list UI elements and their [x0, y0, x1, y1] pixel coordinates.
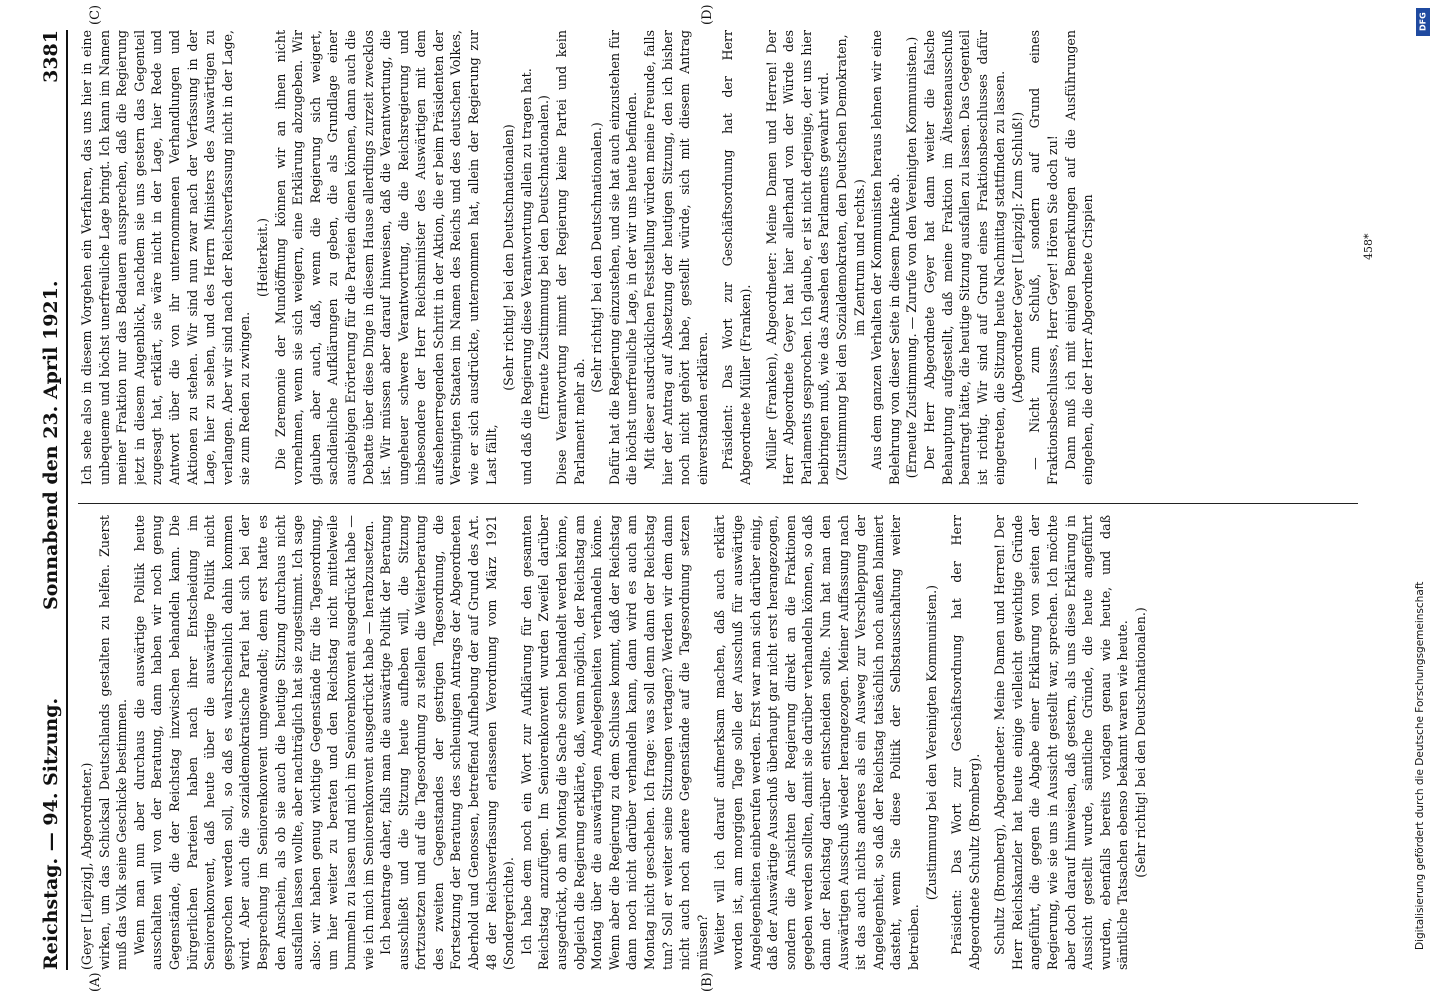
digitization-credit — [1410, 10, 1432, 990]
column-divider — [78, 503, 1358, 504]
right-column — [78, 30, 1358, 485]
page-header — [38, 30, 68, 970]
paragraph: Diese Verantwortung nimmt der Regierung keine Partei und kein Parlament mehr ab. — [554, 30, 587, 485]
paragraph: Dann muß ich mit einigen Bemerkungen auf die Ausführungen eingehen, die der Herr Abgeordnete Crispien — [1062, 30, 1096, 485]
margin-mark-a: (A) — [88, 972, 103, 992]
paragraph: Dafür hat die Regierung einzustehen, und sie hat auch einzustehen für die höchst unerfreuliche Lage, in der wir uns heute befinden. — [606, 30, 640, 485]
interjection: (Sehr richtig! bei den Deutschnationalen.) — [589, 122, 605, 393]
header-left: Reichstag. — 94. Sitzung. — [40, 697, 62, 970]
credit-text: Digitalisierung gefördert durch die Deutsche Forschungsgemeinschaft — [1414, 581, 1426, 950]
interjection: (Zustimmung bei den Vereinigten Kommunisten.) — [923, 584, 939, 901]
president-remark: Präsident: Das Wort zur Geschäftsordnung hat der Herr Abgeordnete Müller (Franken). — [720, 30, 753, 485]
interjection: (Sehr richtig! bei den Deutschnationalen.) — [1133, 607, 1149, 878]
page-number: 3381 — [40, 30, 62, 83]
paragraph: Ich beantrage daher, falls man die auswärtige Politik der Beratung ausschließt und die Sitzung heute aufheben will, die Sitzung fortzusetzen und auf die Tagesordnung zu stellen die Weiterberatung des zweiten Gegenstandes der gestrigen Tagesordnung, die Fortsetzung der Beratung des schleunigen Antrags der Abgeordneten Aberhold und Genossen, betreffend Aufhebung der auf Grund des Art. 48 der Reichsverfassung erlassenen Verordnung vom März 1921 (Sondergerichte). — [378, 515, 517, 970]
paragraph: Mit dieser ausdrücklichen Feststellung würden meine Freunde, falls hier der Antrag auf Absetzung der heutigen Sitzung, den ich bisher noch nicht gehört habe, gestellt würde, sich mit diesem Antrag einverstanden erklären. — [642, 30, 710, 485]
interjection: (Erneute Zustimmung bei den Deutschnationalen.) — [536, 95, 552, 420]
paragraph: Die Zeremonie der Mundöffnung können wir an ihnen nicht vornehmen, wenn sie sich weigern, eine Erklärung abzugeben. Wir glauben aber auch, daß, wenn die Regierung sich weigert, sachdienliche Aufklärungen zu geben, die als Grundlage einer ausgiebigen Erörterung für die Parteien dienen können, dann auch die Debatte über diese Dinge in diesem Hause allerdings zurzeit zwecklos ist. Wir müssen aber darauf hinweisen, daß die Verantwortung, die ungeheuer schwere Verantwortung, die die Reichsregierung und insbesondere der Herr Reichsminister des Auswärtigen mit dem aufsehenerregenden Schritt in der Aktion, die er beim Präsidenten der Vereinigten Staaten im Namen des Reichs und des deutschen Volkes, wie er sich ausdrückte, unternommen hat, allein der Regierung zur Last fällt, — [272, 30, 499, 485]
paragraph: Der Herr Abgeordnete Geyer hat dann weiter die falsche Behauptung aufgestellt, daß meine Fraktion im Ältestenausschuß beantragt hätte, die heutige Sitzung ausfallen zu lassen. Das Gegenteil ist richtig. Wir sind auf Grund eines Fraktionsbeschlusses dafür eingetreten, die Sitzung heute Nachmittag stattfinden zu lassen. — [921, 30, 1008, 485]
interjection: (Sehr richtig! bei den Deutschnationalen) — [501, 124, 517, 391]
speech-schultz: Schultz (Bromberg), Abgeordneter: Meine Damen und Herren! Der Herr Reichskanzler hat heute einige vielleicht gewichtige Gründe angeführt, die gegen die Abgabe einer Erklärung von seiten der Regierung, wie sie uns in Aussicht gestellt war, sprechen. Ich möchte aber doch darauf hinweisen, daß gestern, als uns diese Erklärung in Aussicht gestellt wurde, sämtliche Gründe, die heute angeführt wurden, ebenfalls bereits vorlagen genau wie heute, und daß sämtliche Tatsachen ebenso bekannt waren wie heute. — [992, 515, 1131, 970]
paragraph: — Nicht zum Schluß, sondern auf Grund eines Fraktionsbeschlusses, Herr Geyer! Hören Sie doch zu! — [1027, 30, 1061, 485]
speech-mueller: Müller (Franken), Abgeordneter: Meine Damen und Herren! Der Herr Abgeordnete Geyer hat hier allerhand von der Würde des Parlaments gesprochen. Ich glaube, er ist nicht derjenige, der uns hier beibringen muß, wie das Ansehen des Parlaments gewahrt wird. — [763, 30, 832, 485]
signature-number: 458* — [1362, 233, 1375, 260]
president-remark: Präsident: Das Wort zur Geschäftsordnung hat der Herr Abgeordnete Schultz (Bromberg). — [949, 515, 982, 970]
left-column — [78, 515, 1358, 970]
paragraph: Aus dem ganzen Verhalten der Kommunisten heraus lehnen wir eine Belehrung von dieser Seite in diesem Punkte ab. — [869, 30, 902, 485]
interjection: (Zustimmung bei den Sozialdemokraten, den Deutschen Demokraten, im Zentrum und rechts.) — [833, 34, 867, 481]
interjection: (Heiterkeit.) — [254, 218, 270, 297]
interjection: (Abgeordneter Geyer [Leipzig]: Zum Schluß!) — [1009, 111, 1025, 404]
paragraph: Ich habe dem noch ein Wort zur Aufklärung für den gesamten Reichstag anzufügen. Im Seniorenkonvent wurden Zweifel darüber ausgedrückt, ob am Montag die Sache schon behandelt werden könne, obgleich die Regierung erklärte, daß, wenn möglich, der Reichstag am Montag über die auswärtigen Angelegenheiten verhandeln könne. Wenn aber die Regierung zu dem Schlusse kommt, daß der Reichstag dann noch nicht darüber verhandeln kann, dann wird es auch am Montag nicht geschehen. Ich frage: was soll denn dann der Reichstag tun? Soll er weiter seine Sitzungen vertagen? Werden wir dem dann nicht auch noch andere Gegenstände auf die Tagesordnung setzen müssen? — [518, 515, 710, 970]
margin-mark-b: (B) — [700, 972, 715, 992]
paragraph: Weiter will ich darauf aufmerksam machen, daß auch erklärt worden ist, am morgigen Tage solle der Ausschuß für auswärtige Angelegenheiten einberufen werden. Erst war man sich darüber einig, daß der Auswärtige Ausschuß überhaupt gar nicht erst herangezogen, sondern die Ansichten der Regierung direkt an die Fraktionen gegeben werden sollten, damit sie darüber verhandeln können, so daß dann der Reichstag darüber entscheiden sollte. Nun hat man den Auswärtigen Ausschuß wieder herangezogen. Meiner Auffassung nach ist das auch nichts anderes als ein Ausweg zur Verschleppung der Angelegenheit, so daß der Reichstag tatsächlich noch außen blamiert dasteht, wenn Sie diese Politik der Selbstausschaltung weiter betreiben. — [712, 515, 921, 970]
paragraph: Ich sehe also in diesem Vorgehen ein Verfahren, das uns hier in eine unbequeme und höchst unerfreuliche Lage bringt. Ich kann im Namen meiner Fraktion nur das Bedauern aussprechen, daß die Regierung jetzt in diesem Augenblick, nachdem sie uns gestern das Gegenteil zugesagt hat, erklärt, sie wäre nicht in der Lage, hier Rede und Antwort über die von ihr unternommenen Verhandlungen und Aktionen zu stehen. Wir sind nun zwar nach der Verfassung in der Lage, hier zu sehen, und des Herrn Ministers des Auswärtigen zu verlangen. Aber wir sind nach der Reichsverfassung nicht in der Lage, sie zum Reden zu zwingen. — [79, 30, 253, 485]
paragraph: Wenn man nun aber durchaus die auswärtige Politik heute ausschalten will von der Beratung, dann haben wir noch genug Gegenstände, die der Reichstag inzwischen behandeln kann. Die bürgerlichen Parteien haben nach ihrer Entscheidung im Seniorenkonvent, daß heute über die auswärtige Politik nicht gesprochen werden soll, so daß es wahrscheinlich dahin kommen wird. Aber auch die sozialdemokratische Partei hat sich bei der Besprechung im Seniorenkonvent umgewandelt; denn erst hatte es den Anschein, als ob sie auch die heutige Sitzung durchaus nicht ausfallen lassen wollte, aber nachträglich hat sie zugestimmt. Ich sage also: wir haben genug wichtige Gegenstände für die Tagesordnung, um hier weiter zu beraten und den Reichstag nicht mittelweile bummeln zu lassen und mich im Seniorenkonvent ausgedrückt habe — wie ich mich im Seniorenkonvent ausgedrückt habe — herabzusetzen. — [131, 515, 376, 970]
margin-mark-c: (C) — [88, 4, 103, 25]
margin-mark-d: (D) — [700, 4, 715, 25]
paragraph: und daß die Regierung diese Verantwortung allein zu tragen hat. — [518, 68, 534, 485]
paragraph: wirken, um das Schicksal Deutschlands gestalten zu helfen. Zuerst muß das Volk seine Geschicke bestimmen. — [96, 515, 130, 970]
speaker-continuation: (Geyer [Leipzig], Abgeordneter.) — [79, 762, 94, 970]
header-date: Sonnabend den 23. April 1921. — [40, 280, 62, 610]
dfg-logo: DFG — [1416, 8, 1430, 36]
interjection: (Erneute Zustimmung. — Zurufe von den Vereinigten Kommunisten.) — [904, 36, 920, 479]
